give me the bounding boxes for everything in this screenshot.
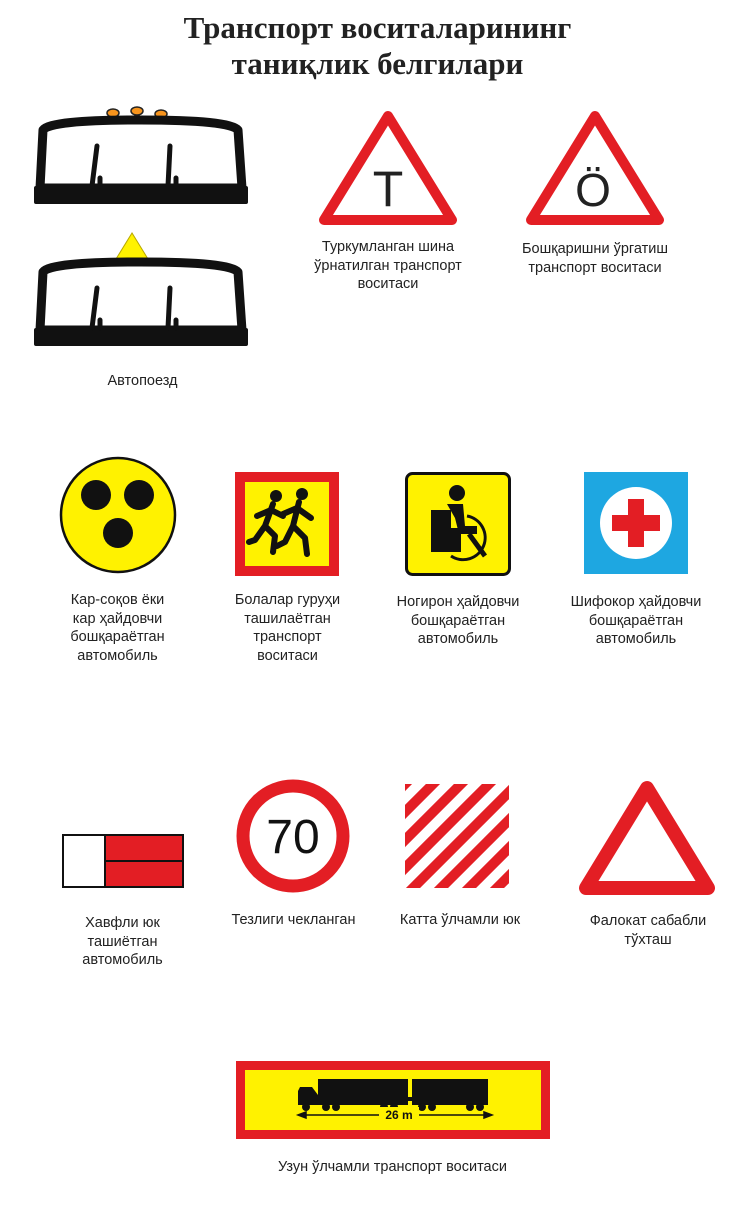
road-train-cab-triangle-icon: [30, 228, 255, 350]
speed-limit-value: 70: [266, 811, 320, 864]
caption-deaf-driver: Кар-соқов ёки кар ҳайдовчи бошқараётган автомобиль: [70, 592, 165, 664]
learner-letter: Ӧ: [575, 164, 611, 216]
caption-road-train: Автопоезд: [107, 373, 178, 389]
long-vehicle-length: 26 m: [385, 1108, 413, 1122]
page-title-line-2: таниқлик белгилари: [231, 46, 524, 81]
road-train-cab-lights-icon: [30, 100, 255, 210]
learner-driver-sign-icon: [525, 110, 665, 226]
disabled-driver-sign-icon: [405, 472, 511, 576]
oversized-cargo-plate-icon: [405, 784, 509, 888]
dangerous-goods-plate-icon: [62, 834, 184, 888]
studded-tyres-letter: T: [372, 161, 404, 217]
children-transport-sign-icon: [235, 472, 339, 576]
caption-emergency-stop: Фалокат сабабли тўхташ: [589, 913, 707, 948]
caption-oversized-cargo: Катта ўлчамли юк: [399, 912, 521, 928]
speed-limit-sign-icon: [235, 778, 351, 894]
page-title-line-1: Транспорт воситаларининг: [183, 10, 572, 45]
caption-studded-tyres: Туркумланган шина ўрнатилган транспорт воситаси: [314, 239, 462, 292]
deaf-driver-sign-icon: [58, 455, 178, 575]
studded-tyres-sign-icon: [318, 110, 458, 226]
caption-learner: Бошқаришни ўргатиш транспорт воситаси: [522, 241, 668, 276]
caption-dangerous-goods: Хавфли юк ташиётган автомобиль: [82, 915, 163, 968]
caption-children: Болалар гуруҳи ташилаётган транспорт воситаси: [234, 592, 341, 664]
caption-speed-limit: Тезлиги чекланган: [231, 912, 356, 928]
long-vehicle-plate-icon: [236, 1061, 550, 1139]
caption-doctor: Шифокор ҳайдовчи бошқараётган автомобиль: [570, 594, 702, 647]
caption-long-vehicle: Узун ўлчамли транспорт воситаси: [278, 1159, 507, 1175]
emergency-stop-triangle-icon: [578, 780, 716, 896]
caption-disabled: Ногирон ҳайдовчи бошқараётган автомобиль: [396, 594, 520, 647]
doctor-driver-sign-icon: [584, 472, 688, 574]
